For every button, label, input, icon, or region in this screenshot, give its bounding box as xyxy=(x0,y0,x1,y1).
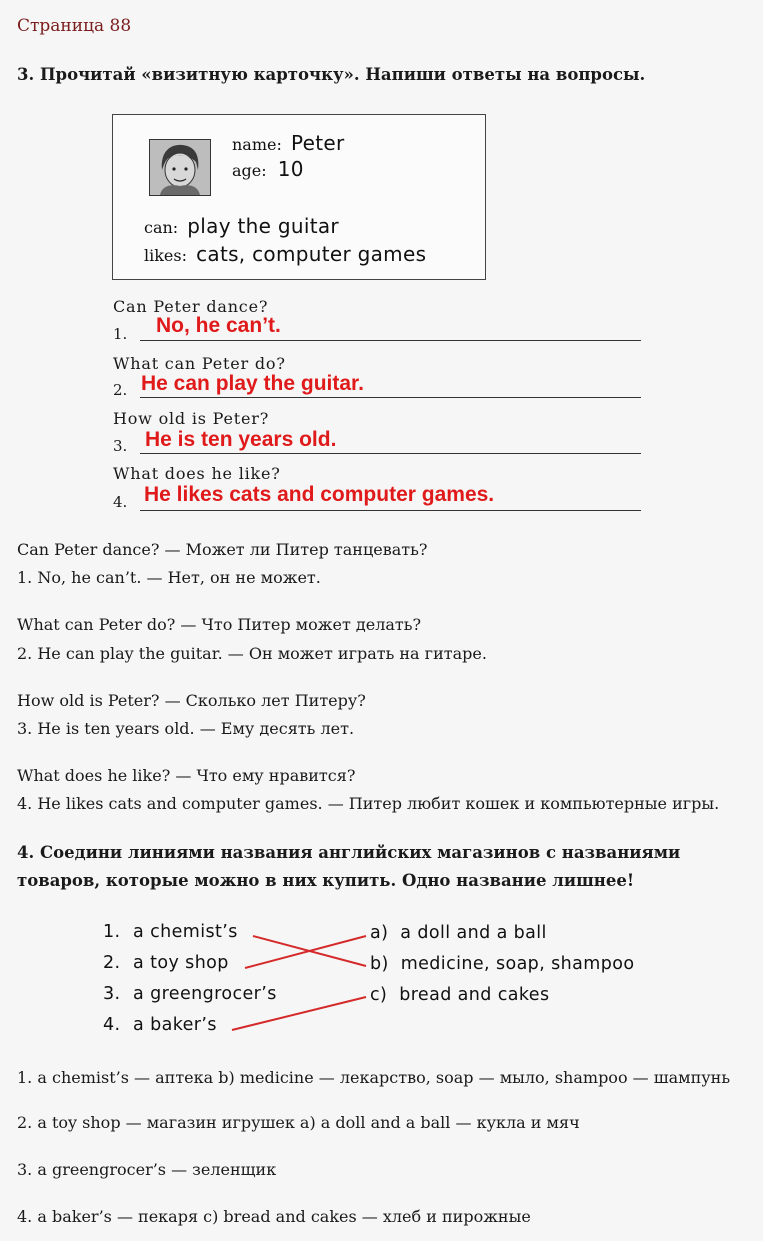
question-1: Can Peter dance? xyxy=(113,297,269,316)
task4-answer-3: 3. a greengrocer’s — зеленщик xyxy=(17,1160,277,1179)
task4-answer-4: 4. a baker’s — пекаря c) bread and cakes — хлеб и пирожные xyxy=(17,1207,531,1226)
match-line-4-c xyxy=(232,997,366,1030)
shop-text: a chemist’s xyxy=(133,922,238,942)
task4-title-line-2: товаров, которые можно в них купить. Одно название лишнее! xyxy=(17,871,635,890)
answer-1: No, he can’t. xyxy=(156,314,281,337)
translation-3-answer: 3. He is ten years old. — Ему десять лет. xyxy=(17,719,355,738)
can-label: can: xyxy=(144,218,179,237)
answer-number-4: 4. xyxy=(113,493,128,511)
translation-1-answer: 1. No, he can’t. — Нет, он не может. xyxy=(17,568,321,587)
question-4: What does he like? xyxy=(113,464,281,483)
translation-4-answer: 4. He likes cats and computer games. — Питер любит кошек и компьютерные игры. xyxy=(17,794,720,813)
question-3: How old is Peter? xyxy=(113,409,270,428)
answer-number-1: 1. xyxy=(113,325,128,343)
answer-number-3: 3. xyxy=(113,437,128,455)
name-label: name: xyxy=(232,135,282,154)
answer-number-2: 2. xyxy=(113,381,128,399)
page-title: Страница 88 xyxy=(17,16,132,36)
translation-2-answer: 2. He can play the guitar. — Он может играть на гитаре. xyxy=(17,644,487,663)
answer-4: He likes cats and computer games. xyxy=(144,483,495,506)
shop-number: 2. xyxy=(103,953,121,973)
goods-label: a) xyxy=(370,923,389,943)
likes-label: likes: xyxy=(144,246,187,265)
shop-text: a toy shop xyxy=(133,953,229,973)
likes-value: cats, computer games xyxy=(196,242,427,266)
shop-number: 3. xyxy=(103,984,121,1004)
match-line-2-a xyxy=(245,936,366,968)
name-value: Peter xyxy=(290,131,345,155)
task4-answer-2: 2. a toy shop — магазин игрушек a) a doll and a ball — кукла и мяч xyxy=(17,1113,580,1132)
goods-text: bread and cakes xyxy=(399,985,550,1005)
goods-text: a doll and a ball xyxy=(400,923,547,943)
age-label: age: xyxy=(232,161,267,180)
shop-text: a baker’s xyxy=(133,1015,217,1035)
translation-2-question: What can Peter do? — Что Питер может делать? xyxy=(17,615,422,634)
task3-title: 3. Прочитай «визитную карточку». Напиши ответы на вопросы. xyxy=(17,65,646,84)
goods-label: b) xyxy=(370,954,389,974)
task4-answer-1: 1. a chemist’s — аптека b) medicine — лекарство, soap — мыло, shampoo — шампунь xyxy=(17,1068,731,1087)
translation-3-question: How old is Peter? — Сколько лет Питеру? xyxy=(17,691,366,710)
answer-2: He can play the guitar. xyxy=(141,372,364,395)
question-2: What can Peter do? xyxy=(113,354,286,373)
task4-title-line-1: 4. Соедини линиями названия английских магазинов с названиями xyxy=(17,843,681,862)
goods-text: medicine, soap, shampoo xyxy=(400,954,635,974)
can-value: play the guitar xyxy=(187,214,339,238)
answer-3: He is ten years old. xyxy=(145,428,337,451)
translation-4-question: What does he like? — Что ему нравится? xyxy=(17,766,356,785)
shop-number: 4. xyxy=(103,1015,121,1035)
age-value: 10 xyxy=(277,157,304,181)
shop-text: a greengrocer’s xyxy=(133,984,277,1004)
goods-label: c) xyxy=(370,985,388,1005)
translation-1-question: Can Peter dance? — Может ли Питер танцевать? xyxy=(17,540,428,559)
shop-number: 1. xyxy=(103,922,121,942)
